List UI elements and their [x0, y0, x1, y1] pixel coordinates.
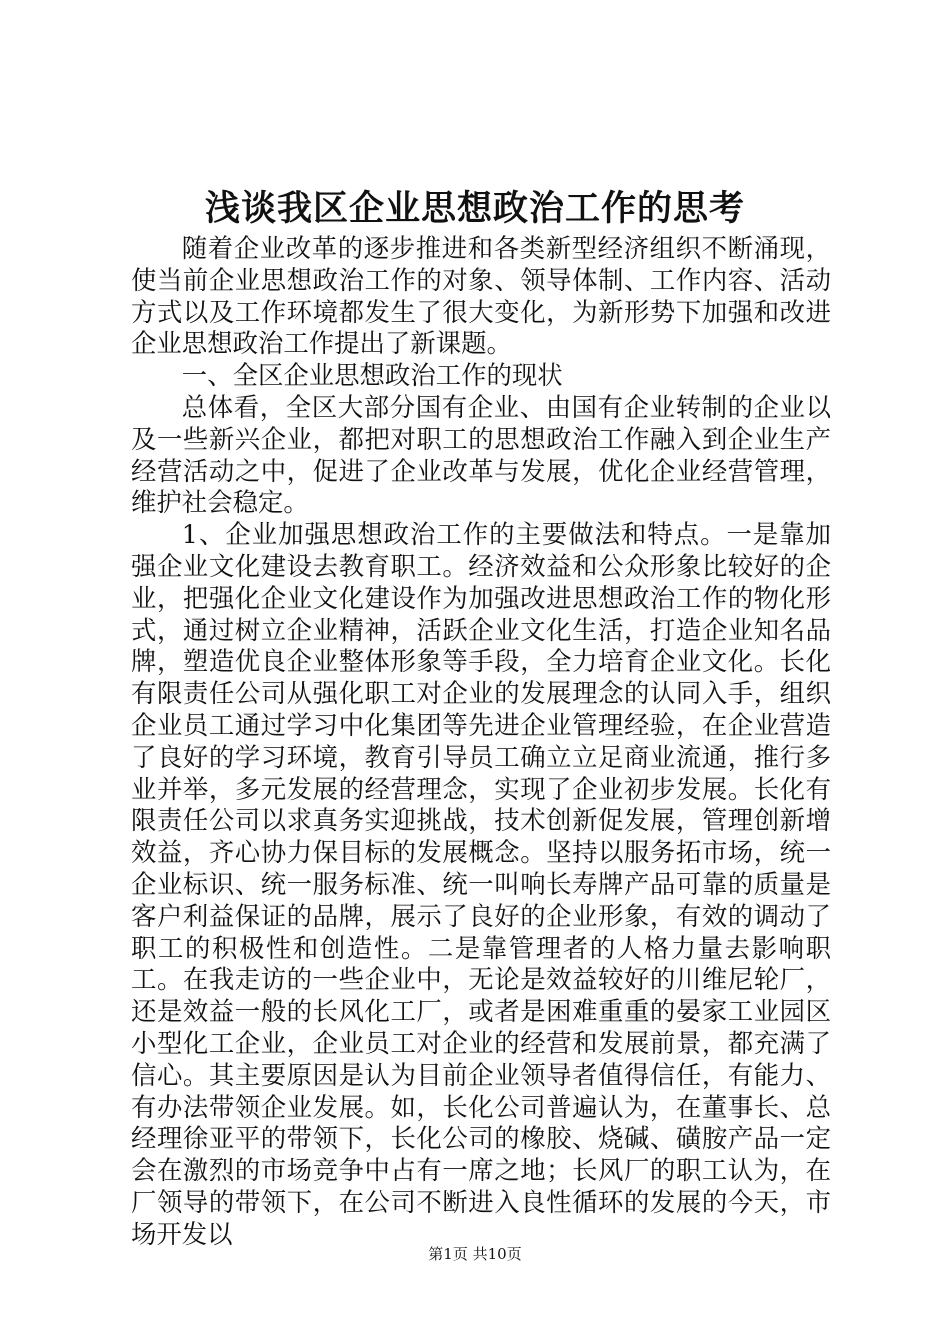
paragraph-overview: 总体看，全区大部分国有企业、由国有企业转制的企业以及一些新兴企业，都把对职工的思想政治工作融入到企业生产经营活动之中，促进了企业改革与发展，优化企业经营管理，维护社会稳定。 — [131, 391, 831, 518]
paragraph-intro: 随着企业改革的逐步推进和各类新型经济组织不断涌现，使当前企业思想政治工作的对象、领导体制、工作内容、活动方式以及工作环境都发生了很大变化，为新形势下加强和改进企业思想政治工作提出了新课题。 — [131, 233, 831, 359]
section-heading-status: 一、全区企业思想政治工作的现状 — [181, 360, 563, 391]
document-body — [131, 233, 831, 1251]
page-number-footer: 第1页 共10页 — [428, 1245, 522, 1263]
paragraph-practices: 1、企业加强思想政治工作的主要做法和特点。一是靠加强企业文化建设去教育职工。经济效益和公众形象比较好的企业，把强化企业文化建设作为加强改进思想政治工作的物化形式，通过树立企业精神，活跃企业文化生活，打造企业知名品牌，塑造优良企业整体形象等手段，全力培育企业文化。长化有限责任公司从强化职工对企业的发展理念的认同入手，组织企业员工通过学习中化集团等先进企业管理经验，在企业营造了良好的学习环境，教育引导员工确立立足商业流通，推行多业并举，多元发展的经营理念，实现了企业初步发展。长化有限责任公司以求真务实迎挑战，技术创新促发展，管理创新增效益，齐心协力保目标的发展概念。坚持以服务拓市场，统一企业标识、统一服务标准、统一叫响长寿牌产品可靠的质量是客户利益保证的品牌，展示了良好的企业形象，有效的调动了职工的积极性和创造性。二是靠管理者的人格力量去影响职工。在我走访的一些企业中，无论是效益较好的川维尼轮厂，还是效益一般的长风化工厂，或者是困难重重的晏家工业园区小型化工企业，企业员工对企业的经营和发展前景，都充满了信心。其主要原因是认为目前企业领导者值得信任，有能力、有办法带领企业发展。如，长化公司普遍认为，在董事长、总经理徐亚平的带领下，长化公司的橡胶、烧碱、磺胺产品一定会在激烈的市场竞争中占有一席之地；长风厂的职工认为，在厂领导的带领下，在公司不断进入良性循环的发展的今天，市场开发以 — [131, 519, 831, 1249]
document-title: 浅谈我区企业思想政治工作的思考 — [204, 188, 745, 229]
